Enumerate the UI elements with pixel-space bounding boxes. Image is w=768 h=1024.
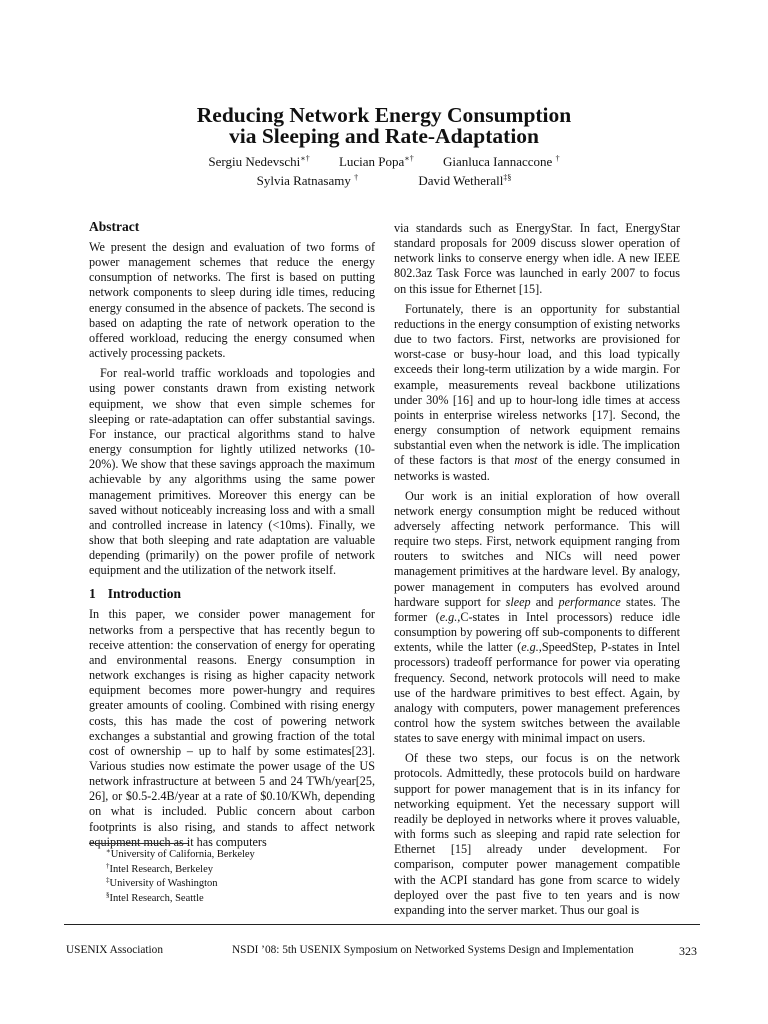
author: Sergiu Nedevschi∗† [208,154,310,169]
footnote: ‡University of Washington [106,876,218,889]
paper-title [0,105,768,147]
footnotes [106,848,366,906]
footer-organization: USENIX Association [66,944,163,956]
abstract-paragraph: We present the design and evaluation of two forms of power management schemes that reduce the energy consumption of networks. The first is based on putting network components to sleep during idle times, reducing energy consumed in the absence of packets. The second is based on adapting the rate of network operation to the offered workload, reducing the energy consumed when actively processing packets. [89,240,375,361]
author-row-2 [0,171,768,190]
body-paragraph: Our work is an initial exploration of how overall network energy consumption might be reduced without adversely affecting network performance. This will require two steps. First, network equipment ranging from routers to switches and NICs will need power management primitives at the hardware level. By analogy, power management in computers has evolved around hardware support for sleep and performance states. The former (e.g.,C-states in Intel processors) reduce idle consumption by powering off sub-components to different extents, while the latter (e.g.,SpeedStep, P-states in Intel processors) tradeoff performance for power via operating frequency. Second, network protocols will need to make use of the hardware primitives to best effect. Again, by analogy with computers, power management preferences control how the system switches between the available states to save energy with minimal impact on users. [394,488,680,746]
abstract-paragraph: For real-world traffic workloads and topologies and using power constants drawn from existing network equipment, we show that even simple schemes for sleeping or rate-adaptation can offer substantial savings. For instance, our practical algorithms stand to halve energy consumption for lightly utilized networks (10-20%). We show that these savings approach the maximum achievable by any algorithms using the same power management primitives. Moreover this energy can be saved without noticeably increasing loss and with a small and controlled increase in latency (<10ms). Finally, we show that both sleeping and rate adaptation are valuable depending (primarily) on the power profile of network equipment and the utilization of the network itself. [89,366,375,578]
section-heading [89,585,375,603]
footnote: †Intel Research, Berkeley [106,861,213,875]
author: David Wetherall‡§ [418,173,512,188]
title-line-1: Reducing Network Energy Consumption [196,103,572,127]
author: Gianluca Iannaccone † [442,154,560,169]
abstract-heading: Abstract [89,219,140,234]
body-paragraph: via standards such as EnergyStar. In fact, EnergyStar standard proposals for 2009 discuss slower operation of network links to conserve energy when idle. A new IEEE 802.3az Task Force was launched in early 2007 to focus on this issue for Ethernet [15]. [394,221,680,296]
page-number: 323 [679,944,697,958]
section-title: Introduction [107,586,182,602]
footnote-rule [89,843,189,844]
footer-rule [64,924,700,925]
author-block [0,152,768,190]
author-row-1 [0,152,768,171]
author: Sylvia Ratnasamy † [256,173,359,188]
body-paragraph: Of these two steps, our focus is on the network protocols. Admittedly, these protocols build on hardware support for power management that is in its infancy for networking equipment. Yet the necessary support will readily be deployed in networks where it proves valuable, with forms such as sleeping and rapid rate selection for Ethernet [15] already under development. For comparison, computer power management compatible with the ACPI standard has gone from scarce to widely deployed over the past five to ten years and is now expanding into the server market. Thus our goal is [394,751,680,917]
author: Lucian Popa∗† [338,154,414,169]
body-paragraph: In this paper, we consider power management for networks from a perspective that has recently begun to receive attention: the conservation of energy for operating and environmental reasons. Energy consumption in network exchanges is rising as higher capacity network equipment becomes more power-hungry and requires greater amounts of cooling. Combined with rising energy costs, this has made the cost of powering network exchanges a substantial and growing fraction of the total cost of ownership – up to half by some estimates[23]. Various studies now estimate the power usage of the US network infrastructure at between 5 and 24 TWh/year[25, 26], or $0.5-2.4B/year at a rate of $0.10/KWh, depending on what is included. Public concern about carbon footprints is also rising, and stands to affect network equipment much as it has computers [89,607,375,849]
title-line-2: via Sleeping and Rate-Adaptation [229,124,539,148]
footnote: ∗University of California, Berkeley [106,847,255,860]
right-column [394,221,680,918]
footer-venue: NSDI ’08: 5th USENIX Symposium on Networked Systems Design and Implementation [232,944,634,956]
left-column [89,218,375,850]
section-number: 1 [89,586,96,602]
body-paragraph: Fortunately, there is an opportunity for substantial reductions in the energy consumption of existing networks due to two factors. First, networks are provisioned for worst-case or busy-hour load, and this load typically exceeds their long-term utilization by a wide margin. For example, measurements reveal backbone utilizations under 30% [16] and up to hour-long idle times at access points in enterprise wireless networks [17]. Second, the energy consumption of network equipment remains substantial even when the network is idle. The implication of these factors is that most of the energy consumed in networks is wasted. [394,301,680,483]
footnote: §Intel Research, Seattle [106,890,204,904]
